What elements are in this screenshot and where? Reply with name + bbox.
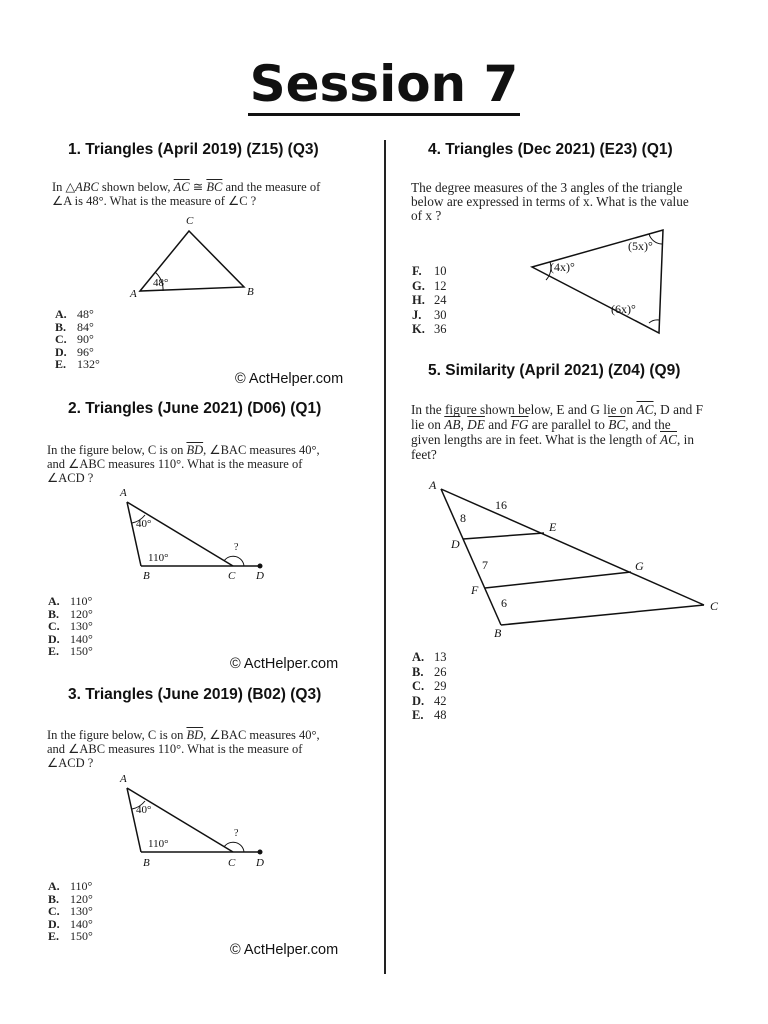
choice-letter: K. xyxy=(412,322,425,336)
choice-value: 110° xyxy=(70,594,93,608)
q1-text-d: and the measure of xyxy=(222,180,321,194)
q4-angle-3-label: (6x)° xyxy=(611,302,636,316)
choice-value: 120° xyxy=(70,891,93,906)
choice-letter: B. xyxy=(55,319,67,334)
choice-letter: E. xyxy=(48,929,60,944)
choice-value: 110° xyxy=(70,879,93,893)
q4-angle-2-label: (5x)° xyxy=(628,239,653,253)
q1-seg-bc: $\overline{BC}$ xyxy=(206,180,223,194)
q2-choices xyxy=(48,595,93,658)
q4-choice[interactable] xyxy=(412,308,447,323)
q4-choice[interactable] xyxy=(412,293,447,308)
q4-choices xyxy=(412,264,447,337)
choice-letter: H. xyxy=(412,293,425,307)
q3-side-ac xyxy=(127,788,233,852)
q4-heading: 4. Triangles (Dec 2021) (E23) (Q1) xyxy=(428,141,673,158)
q3-triangle-figure xyxy=(110,767,275,872)
q5-label-f: F xyxy=(471,583,479,597)
q2-credit: © ActHelper.com xyxy=(230,656,339,672)
q5-seg-bc: $\overline{BC}$ xyxy=(608,417,626,432)
choice-letter: D. xyxy=(55,344,67,359)
q5-choice[interactable] xyxy=(412,650,447,665)
choice-value: 84° xyxy=(77,319,94,334)
q1-angle-label: 48° xyxy=(153,277,169,289)
q3-angle-q-arc xyxy=(224,842,244,852)
q2-line-2: and ∠ABC measures 110°. What is the measure of xyxy=(47,457,303,471)
choice-value: 140° xyxy=(70,631,93,646)
q4-choice[interactable] xyxy=(412,264,447,279)
q2-label-b: B xyxy=(143,570,150,582)
q5-text: , xyxy=(460,417,468,432)
q3-point-d xyxy=(258,850,263,855)
q3-seg-bd: $\overline{BD}$ xyxy=(186,728,204,742)
q5-label-b: B xyxy=(494,626,502,640)
choice-letter: A. xyxy=(48,594,60,608)
q2-line-3: ∠ACD ? xyxy=(47,471,94,485)
q2-text-a: In the figure below, C is on xyxy=(47,443,187,457)
q1-choices xyxy=(55,308,100,371)
q5-length-8: 8 xyxy=(460,511,466,525)
q5-heading: 5. Similarity (April 2021) (Z04) (Q9) xyxy=(428,362,681,379)
q5-line-1 xyxy=(411,402,751,417)
choice-value: 120° xyxy=(70,606,93,621)
q5-label-a: A xyxy=(429,478,437,492)
q3-angle-a-label: 40° xyxy=(136,804,152,816)
q3-heading: 3. Triangles (June 2019) (B02) (Q3) xyxy=(68,686,322,703)
q5-choice[interactable] xyxy=(412,665,447,680)
choice-letter: E. xyxy=(48,644,60,659)
q4-line-2: below are expressed in terms of x. What is the value xyxy=(411,194,689,209)
q2-angle-q-arc xyxy=(224,556,244,566)
q5-seg-fg: $\overline{FG}$ xyxy=(510,417,529,432)
q3-choices xyxy=(48,880,93,943)
q3-label-a: A xyxy=(120,773,127,785)
choice-value: 130° xyxy=(70,619,93,634)
choice-letter: D. xyxy=(48,631,60,646)
q3-label-b: B xyxy=(143,857,150,869)
q5-text: and xyxy=(484,417,511,432)
q2-seg-bd: $\overline{BD}$ xyxy=(186,443,204,457)
q5-choices xyxy=(412,650,447,723)
q1-text-c: shown below, xyxy=(98,180,174,194)
page-title xyxy=(0,52,768,116)
q5-text: In the figure shown below, E and G lie on xyxy=(411,402,637,417)
choice-value: 26 xyxy=(434,664,447,679)
choice-value: 10 xyxy=(434,264,447,278)
choice-letter: G. xyxy=(412,278,425,293)
q1-text-b: ABC xyxy=(75,180,99,194)
q1-cong: ≅ xyxy=(189,180,207,194)
choice-letter: F. xyxy=(412,264,422,278)
q1-line-1: In △ABC shown below, $\overline{AC}$ ≅ $\overline{BC}$ and the measure of xyxy=(52,180,321,194)
q3-credit: © ActHelper.com xyxy=(230,942,339,958)
q1-choice[interactable] xyxy=(55,358,100,371)
q5-label-g: G xyxy=(635,559,644,573)
choice-letter: C. xyxy=(55,332,67,347)
q2-label-a: A xyxy=(120,487,127,499)
choice-letter: A. xyxy=(55,307,67,321)
choice-value: 132° xyxy=(77,357,100,372)
q3-line-1 xyxy=(47,728,347,742)
choice-letter: C. xyxy=(48,619,60,634)
q5-length-6: 6 xyxy=(501,596,507,610)
q3-label-d: D xyxy=(256,857,264,869)
q4-problem xyxy=(411,181,751,223)
choice-value: 130° xyxy=(70,904,93,919)
choice-letter: B. xyxy=(412,664,424,679)
q1-heading: 1. Triangles (April 2019) (Z15) (Q3) xyxy=(68,141,319,158)
q5-text: , D and F xyxy=(653,402,704,417)
q2-side-ab xyxy=(127,502,141,566)
q2-heading: 2. Triangles (June 2021) (D06) (Q1) xyxy=(68,400,322,417)
choice-value: 90° xyxy=(77,332,94,347)
page-title-text: Session 7 xyxy=(248,55,521,116)
q5-seg-de: $\overline{DE}$ xyxy=(467,417,485,432)
q2-problem xyxy=(47,443,347,485)
q4-triangle-figure xyxy=(520,222,670,340)
q1-label-b: B xyxy=(247,286,254,298)
q5-text: are parallel to xyxy=(528,417,609,432)
q1-credit: © ActHelper.com xyxy=(235,371,344,387)
q3-label-c: C xyxy=(228,857,236,869)
choice-letter: B. xyxy=(48,606,60,621)
choice-value: 150° xyxy=(70,644,93,659)
q5-side-ac xyxy=(441,489,704,605)
q5-problem xyxy=(411,402,751,462)
choice-value: 42 xyxy=(434,693,447,708)
choice-value: 150° xyxy=(70,929,93,944)
q1-line-2: ∠A is 48°. What is the measure of ∠C ? xyxy=(52,194,257,208)
q3-line-2: and ∠ABC measures 110°. What is the measure of xyxy=(47,742,303,756)
q5-choice[interactable] xyxy=(412,679,447,694)
q3-text-b: , ∠BAC measures 40°, xyxy=(203,728,320,742)
q5-seg-ac: $\overline{AC}$ xyxy=(636,402,654,417)
q2-text-b: , ∠BAC measures 40°, xyxy=(203,443,320,457)
q4-choice[interactable] xyxy=(412,322,447,337)
q1-problem xyxy=(52,180,342,208)
q3-text-a: In the figure below, C is on xyxy=(47,728,187,742)
choice-value: 36 xyxy=(434,322,447,336)
choice-value: 24 xyxy=(434,293,447,307)
column-divider xyxy=(384,140,386,974)
q5-text: , and the xyxy=(625,417,671,432)
q2-label-c: C xyxy=(228,570,236,582)
q1-triangle-figure xyxy=(120,212,270,307)
q5-text: given lengths are in feet. What is the length of xyxy=(411,432,660,447)
q5-text: , in xyxy=(677,432,694,447)
q5-side-bc xyxy=(501,605,704,625)
q4-line-3: of x ? xyxy=(411,208,442,223)
q2-triangle-figure xyxy=(110,482,275,587)
q4-line-1: The degree measures of the 3 angles of the triangle xyxy=(411,180,683,195)
choice-letter: B. xyxy=(48,891,60,906)
q5-segment-fg xyxy=(485,572,631,588)
q5-choice[interactable] xyxy=(412,708,447,723)
q5-choice[interactable] xyxy=(412,694,447,709)
q5-seg-ab: $\overline{AB}$ xyxy=(444,417,461,432)
q5-label-e: E xyxy=(549,520,557,534)
q5-line-3 xyxy=(411,432,751,447)
q5-length-16: 16 xyxy=(495,498,507,512)
q3-angle-b-label: 110° xyxy=(148,838,169,850)
q5-similarity-figure xyxy=(420,475,730,645)
choice-value: 12 xyxy=(434,278,447,293)
choice-value: 48° xyxy=(77,307,94,321)
q3-angle-q-label: ? xyxy=(234,828,239,839)
choice-value: 96° xyxy=(77,344,94,359)
q4-choice[interactable] xyxy=(412,279,447,294)
q2-angle-b-label: 110° xyxy=(148,552,169,564)
q1-label-c: C xyxy=(186,215,194,227)
q5-label-c: C xyxy=(710,599,719,613)
q2-angle-a-label: 40° xyxy=(136,518,152,530)
choice-letter: A. xyxy=(412,650,425,664)
choice-value: 13 xyxy=(434,650,447,664)
q2-choice[interactable] xyxy=(48,645,93,658)
choice-letter: A. xyxy=(48,879,60,893)
q1-label-a: A xyxy=(130,288,137,300)
q2-angle-q-label: ? xyxy=(234,542,239,553)
choice-letter: E. xyxy=(55,357,67,372)
q4-angle-1-label: (4x)° xyxy=(550,260,575,274)
q5-segment-de xyxy=(463,533,544,539)
choice-value: 140° xyxy=(70,916,93,931)
choice-letter: D. xyxy=(48,916,60,931)
choice-value: 29 xyxy=(434,679,447,693)
choice-letter: C. xyxy=(48,904,60,919)
q3-line-3: ∠ACD ? xyxy=(47,756,94,770)
q5-line-2 xyxy=(411,417,751,432)
q5-seg-ac: $\overline{AC}$ xyxy=(660,432,677,447)
q2-side-ac xyxy=(127,502,233,566)
q5-side-ab xyxy=(441,489,501,625)
q4-angle-3-arc xyxy=(649,320,659,323)
q5-line-4: feet? xyxy=(411,447,437,462)
choice-letter: C. xyxy=(412,679,425,693)
choice-letter: J. xyxy=(412,307,422,322)
choice-letter: D. xyxy=(412,693,425,708)
q5-length-7: 7 xyxy=(482,558,488,572)
q5-label-d: D xyxy=(451,537,460,551)
q3-problem xyxy=(47,728,347,770)
choice-value: 48 xyxy=(434,708,447,722)
q2-point-d xyxy=(258,564,263,569)
q1-text-a: In xyxy=(52,180,66,194)
q2-label-d: D xyxy=(256,570,264,582)
q2-line-1 xyxy=(47,443,347,457)
q3-side-ab xyxy=(127,788,141,852)
choice-letter: E. xyxy=(412,708,424,722)
q1-seg-ac: $\overline{AC}$ xyxy=(173,180,190,194)
choice-value: 30 xyxy=(434,307,447,322)
q5-text: lie on xyxy=(411,417,445,432)
q3-choice[interactable] xyxy=(48,930,93,943)
